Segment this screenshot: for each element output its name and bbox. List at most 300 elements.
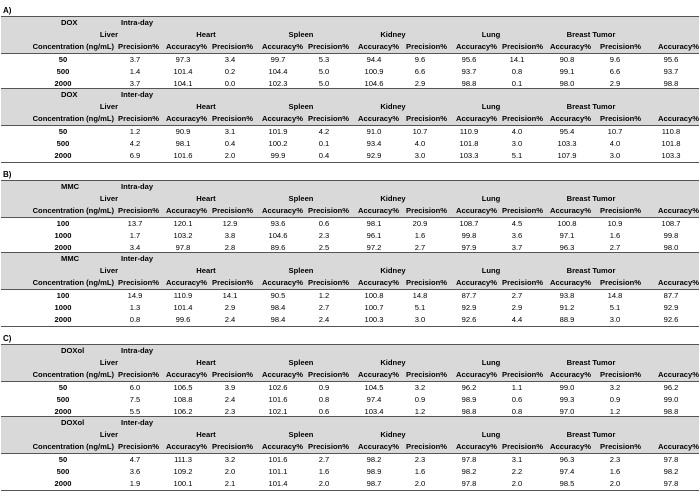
precision-cell: 0.8 — [129, 315, 141, 324]
accuracy-cell: 99.8 — [461, 231, 477, 240]
precision-header: Precision% — [118, 114, 159, 123]
table-row — [1, 314, 699, 327]
precision-cell: 2.4 — [318, 315, 330, 324]
table-row — [1, 138, 699, 150]
precision-cell: 0.1 — [318, 139, 330, 148]
precision-cell: 1.6 — [609, 467, 621, 476]
precision-cell: 4.7 — [129, 455, 141, 464]
table-title-row — [1, 180, 699, 193]
precision-header: Precision% — [212, 442, 253, 451]
organ-header-row — [1, 29, 699, 41]
precision-header: Precision% — [406, 278, 447, 287]
accuracy-cell: 101.8 — [661, 139, 681, 148]
table-title-row — [1, 252, 699, 265]
accuracy-cell: 89.6 — [270, 243, 286, 252]
accuracy-cell: 108.7 — [459, 219, 479, 228]
table-block-intra-day — [1, 180, 699, 255]
precision-cell: 4.4 — [511, 315, 523, 324]
precision-cell: 14.1 — [509, 55, 525, 64]
accuracy-cell: 87.7 — [461, 291, 477, 300]
organ-header: Breast Tumor — [566, 430, 616, 439]
accuracy-header: Accuracy% — [456, 442, 497, 451]
concentration-header: Concentration (ng/mL) — [32, 114, 114, 123]
precision-cell: 7.5 — [129, 395, 141, 404]
organ-header: Spleen — [288, 194, 314, 203]
organ-header: Spleen — [288, 266, 314, 275]
accuracy-header: Accuracy% — [456, 206, 497, 215]
table-block-intra-day — [1, 344, 699, 419]
accuracy-cell: 100.1 — [173, 479, 193, 488]
accuracy-header: Accuracy% — [658, 442, 699, 451]
accuracy-cell: 90.8 — [559, 55, 575, 64]
accuracy-cell: 99.6 — [175, 315, 191, 324]
precision-cell: 2.3 — [609, 455, 621, 464]
precision-cell: 2.7 — [414, 243, 426, 252]
precision-cell: 3.0 — [609, 315, 621, 324]
accuracy-header: Accuracy% — [262, 206, 303, 215]
accuracy-cell: 92.6 — [461, 315, 477, 324]
precision-header: Precision% — [308, 114, 349, 123]
accuracy-cell: 99.8 — [663, 231, 679, 240]
precision-cell: 3.7 — [129, 55, 141, 64]
table-row — [1, 126, 699, 138]
precision-cell: 5.1 — [609, 303, 621, 312]
organ-header: Liver — [99, 194, 119, 203]
precision-cell: 5.0 — [318, 79, 330, 88]
organ-header: Heart — [196, 358, 216, 367]
table-title-row — [1, 16, 699, 29]
precision-cell: 10.7 — [607, 127, 623, 136]
accuracy-cell: 94.4 — [366, 55, 382, 64]
accuracy-cell: 103.3 — [661, 151, 681, 160]
precision-cell: 3.6 — [511, 231, 523, 240]
accuracy-cell: 99.1 — [559, 67, 575, 76]
organ-header: Heart — [196, 30, 216, 39]
precision-cell: 9.6 — [414, 55, 426, 64]
precision-header: Precision% — [502, 42, 543, 51]
precision-header: Precision% — [308, 42, 349, 51]
table-row — [1, 290, 699, 302]
precision-cell: 3.1 — [511, 455, 523, 464]
accuracy-header: Accuracy% — [550, 114, 591, 123]
accuracy-cell: 106.5 — [173, 383, 193, 392]
precision-cell: 1.2 — [129, 127, 141, 136]
accuracy-header: Accuracy% — [658, 206, 699, 215]
accuracy-cell: 98.1 — [175, 139, 191, 148]
accuracy-cell: 98.9 — [461, 395, 477, 404]
accuracy-cell: 97.8 — [461, 455, 477, 464]
precision-cell: 0.9 — [609, 395, 621, 404]
precision-header: Precision% — [406, 206, 447, 215]
accuracy-cell: 92.9 — [461, 303, 477, 312]
accuracy-cell: 93.7 — [663, 67, 679, 76]
column-header-row — [1, 113, 699, 126]
organ-header: Liver — [99, 358, 119, 367]
accuracy-cell: 97.4 — [366, 395, 382, 404]
accuracy-cell: 101.4 — [268, 479, 288, 488]
precision-cell: 5.3 — [318, 55, 330, 64]
concentration-cell: 50 — [58, 55, 68, 64]
precision-header: Precision% — [502, 278, 543, 287]
accuracy-cell: 98.0 — [663, 243, 679, 252]
precision-cell: 2.4 — [224, 315, 236, 324]
precision-cell: 6.9 — [129, 151, 141, 160]
accuracy-cell: 98.8 — [461, 79, 477, 88]
precision-cell: 0.6 — [318, 407, 330, 416]
accuracy-cell: 108.7 — [661, 219, 681, 228]
precision-cell: 1.4 — [129, 67, 141, 76]
precision-cell: 3.2 — [609, 383, 621, 392]
precision-cell: 0.6 — [511, 395, 523, 404]
precision-cell: 2.3 — [318, 231, 330, 240]
accuracy-cell: 101.6 — [173, 151, 193, 160]
organ-header: Lung — [481, 266, 501, 275]
accuracy-cell: 93.4 — [366, 139, 382, 148]
accuracy-cell: 100.8 — [557, 219, 577, 228]
accuracy-cell: 97.8 — [175, 243, 191, 252]
organ-header: Liver — [99, 30, 119, 39]
accuracy-cell: 100.9 — [364, 67, 384, 76]
precision-header: Precision% — [406, 442, 447, 451]
precision-cell: 0.0 — [224, 79, 236, 88]
organ-header: Lung — [481, 102, 501, 111]
concentration-cell: 2000 — [54, 407, 72, 416]
drug-name: MMC — [61, 182, 80, 191]
precision-cell: 2.1 — [224, 479, 236, 488]
precision-cell: 3.4 — [224, 55, 236, 64]
accuracy-header: Accuracy% — [550, 442, 591, 451]
precision-cell: 0.8 — [318, 395, 330, 404]
precision-cell: 1.9 — [129, 479, 141, 488]
accuracy-cell: 101.6 — [268, 455, 288, 464]
precision-header: Precision% — [118, 278, 159, 287]
accuracy-header: Accuracy% — [456, 114, 497, 123]
precision-cell: 2.0 — [224, 151, 236, 160]
organ-header-row — [1, 265, 699, 277]
precision-cell: 14.8 — [412, 291, 428, 300]
precision-cell: 4.0 — [609, 139, 621, 148]
organ-header: Spleen — [288, 430, 314, 439]
organ-header: Kidney — [380, 194, 406, 203]
precision-header: Precision% — [118, 370, 159, 379]
precision-cell: 1.6 — [318, 467, 330, 476]
precision-cell: 1.6 — [414, 231, 426, 240]
accuracy-header: Accuracy% — [658, 114, 699, 123]
precision-header: Precision% — [406, 370, 447, 379]
concentration-cell: 500 — [56, 395, 70, 404]
accuracy-header: Accuracy% — [166, 114, 207, 123]
accuracy-cell: 101.9 — [268, 127, 288, 136]
precision-cell: 2.7 — [318, 455, 330, 464]
precision-cell: 4.5 — [511, 219, 523, 228]
organ-header-row — [1, 357, 699, 369]
precision-cell: 14.9 — [127, 291, 143, 300]
accuracy-cell: 98.8 — [461, 407, 477, 416]
accuracy-header: Accuracy% — [166, 42, 207, 51]
organ-header: Kidney — [380, 266, 406, 275]
accuracy-cell: 100.3 — [364, 315, 384, 324]
precision-cell: 3.0 — [414, 315, 426, 324]
organ-header: Breast Tumor — [566, 102, 616, 111]
accuracy-header: Accuracy% — [456, 42, 497, 51]
accuracy-cell: 110.8 — [661, 127, 681, 136]
precision-cell: 2.4 — [224, 395, 236, 404]
accuracy-header: Accuracy% — [550, 42, 591, 51]
precision-cell: 1.2 — [609, 407, 621, 416]
table-title-row — [1, 88, 699, 101]
accuracy-header: Accuracy% — [358, 442, 399, 451]
accuracy-cell: 92.6 — [663, 315, 679, 324]
accuracy-header: Accuracy% — [358, 42, 399, 51]
precision-cell: 3.2 — [414, 383, 426, 392]
accuracy-cell: 107.9 — [557, 151, 577, 160]
concentration-cell: 1000 — [54, 303, 72, 312]
precision-header: Precision% — [308, 370, 349, 379]
table-row — [1, 382, 699, 394]
organ-header: Heart — [196, 266, 216, 275]
precision-header: Precision% — [212, 114, 253, 123]
organ-header: Kidney — [380, 102, 406, 111]
accuracy-cell: 97.2 — [366, 243, 382, 252]
table-row — [1, 218, 699, 230]
precision-cell: 10.9 — [607, 219, 623, 228]
organ-header: Spleen — [288, 358, 314, 367]
concentration-cell: 2000 — [54, 243, 72, 252]
organ-header: Heart — [196, 102, 216, 111]
precision-cell: 9.6 — [609, 55, 621, 64]
precision-cell: 2.0 — [414, 479, 426, 488]
table-block-inter-day — [1, 252, 699, 327]
precision-header: Precision% — [502, 114, 543, 123]
section-label: C) — [3, 334, 12, 343]
drug-name: MMC — [61, 254, 80, 263]
accuracy-cell: 100.7 — [364, 303, 384, 312]
concentration-header: Concentration (ng/mL) — [32, 278, 114, 287]
organ-header: Lung — [481, 30, 501, 39]
precision-cell: 2.3 — [414, 455, 426, 464]
precision-cell: 6.0 — [129, 383, 141, 392]
precision-cell: 2.7 — [511, 291, 523, 300]
accuracy-header: Accuracy% — [358, 370, 399, 379]
accuracy-cell: 99.7 — [270, 55, 286, 64]
concentration-cell: 1000 — [54, 231, 72, 240]
precision-cell: 1.2 — [414, 407, 426, 416]
precision-header: Precision% — [212, 370, 253, 379]
concentration-cell: 100 — [56, 219, 70, 228]
precision-cell: 4.0 — [414, 139, 426, 148]
drug-name: DOX — [61, 18, 78, 27]
accuracy-cell: 96.3 — [559, 243, 575, 252]
table-row — [1, 394, 699, 406]
precision-cell: 2.9 — [609, 79, 621, 88]
accuracy-cell: 100.2 — [268, 139, 288, 148]
period-label: Inter-day — [121, 90, 154, 99]
precision-cell: 3.8 — [224, 231, 236, 240]
accuracy-cell: 104.6 — [268, 231, 288, 240]
accuracy-cell: 102.3 — [268, 79, 288, 88]
accuracy-header: Accuracy% — [262, 114, 303, 123]
accuracy-header: Accuracy% — [358, 114, 399, 123]
accuracy-cell: 101.6 — [268, 395, 288, 404]
accuracy-cell: 91.2 — [559, 303, 575, 312]
accuracy-cell: 104.6 — [364, 79, 384, 88]
precision-header: Precision% — [118, 206, 159, 215]
accuracy-cell: 95.6 — [663, 55, 679, 64]
accuracy-header: Accuracy% — [262, 42, 303, 51]
accuracy-cell: 110.9 — [173, 291, 193, 300]
precision-cell: 0.4 — [318, 151, 330, 160]
precision-cell: 4.0 — [511, 127, 523, 136]
concentration-cell: 2000 — [54, 151, 72, 160]
organ-header: Liver — [99, 102, 119, 111]
accuracy-cell: 101.4 — [173, 67, 193, 76]
accuracy-cell: 96.3 — [559, 455, 575, 464]
accuracy-header: Accuracy% — [262, 442, 303, 451]
precision-cell: 4.2 — [129, 139, 141, 148]
accuracy-cell: 106.2 — [173, 407, 193, 416]
accuracy-cell: 92.9 — [663, 303, 679, 312]
accuracy-cell: 99.0 — [559, 383, 575, 392]
accuracy-cell: 95.4 — [559, 127, 575, 136]
period-label: Inter-day — [121, 254, 154, 263]
precision-header: Precision% — [600, 42, 641, 51]
accuracy-cell: 93.6 — [270, 219, 286, 228]
organ-header: Liver — [99, 266, 119, 275]
precision-header: Precision% — [308, 442, 349, 451]
accuracy-cell: 96.2 — [461, 383, 477, 392]
accuracy-cell: 99.0 — [663, 395, 679, 404]
accuracy-header: Accuracy% — [550, 206, 591, 215]
accuracy-header: Accuracy% — [166, 206, 207, 215]
accuracy-cell: 110.9 — [459, 127, 479, 136]
precision-header: Precision% — [118, 42, 159, 51]
accuracy-cell: 120.1 — [173, 219, 193, 228]
accuracy-cell: 98.1 — [366, 219, 382, 228]
organ-header: Heart — [196, 194, 216, 203]
precision-cell: 5.0 — [318, 67, 330, 76]
precision-cell: 0.1 — [511, 79, 523, 88]
accuracy-cell: 108.8 — [173, 395, 193, 404]
period-label: Inter-day — [121, 418, 154, 427]
organ-header: Heart — [196, 430, 216, 439]
precision-header: Precision% — [600, 114, 641, 123]
precision-cell: 3.1 — [224, 127, 236, 136]
organ-header: Breast Tumor — [566, 266, 616, 275]
accuracy-cell: 109.2 — [173, 467, 193, 476]
precision-cell: 0.2 — [224, 67, 236, 76]
table-row — [1, 66, 699, 78]
organ-header: Lung — [481, 358, 501, 367]
accuracy-header: Accuracy% — [658, 278, 699, 287]
accuracy-cell: 101.8 — [459, 139, 479, 148]
accuracy-header: Accuracy% — [166, 442, 207, 451]
accuracy-cell: 92.9 — [366, 151, 382, 160]
precision-cell: 3.0 — [414, 151, 426, 160]
accuracy-cell: 99.3 — [559, 395, 575, 404]
period-label: Intra-day — [121, 346, 154, 355]
organ-header: Spleen — [288, 30, 314, 39]
column-header-row — [1, 41, 699, 54]
organ-header: Kidney — [380, 30, 406, 39]
accuracy-cell: 96.2 — [663, 383, 679, 392]
table-row — [1, 478, 699, 491]
accuracy-cell: 87.7 — [663, 291, 679, 300]
concentration-header: Concentration (ng/mL) — [32, 370, 114, 379]
accuracy-cell: 97.1 — [559, 231, 575, 240]
precision-cell: 1.6 — [414, 467, 426, 476]
precision-header: Precision% — [502, 370, 543, 379]
table-title-row — [1, 416, 699, 429]
accuracy-cell: 98.9 — [366, 467, 382, 476]
accuracy-cell: 104.5 — [364, 383, 384, 392]
precision-cell: 2.0 — [224, 467, 236, 476]
drug-name: DOXol — [61, 418, 85, 427]
organ-header: Breast Tumor — [566, 30, 616, 39]
precision-cell: 1.1 — [511, 383, 523, 392]
organ-header: Liver — [99, 430, 119, 439]
accuracy-header: Accuracy% — [166, 278, 207, 287]
organ-header-row — [1, 101, 699, 113]
precision-cell: 0.8 — [511, 67, 523, 76]
column-header-row — [1, 277, 699, 290]
precision-cell: 2.3 — [224, 407, 236, 416]
accuracy-cell: 104.4 — [268, 67, 288, 76]
organ-header-row — [1, 429, 699, 441]
accuracy-cell: 97.9 — [461, 243, 477, 252]
precision-cell: 3.2 — [224, 455, 236, 464]
concentration-cell: 2000 — [54, 479, 72, 488]
precision-cell: 2.9 — [224, 303, 236, 312]
accuracy-header: Accuracy% — [262, 278, 303, 287]
precision-cell: 0.4 — [224, 139, 236, 148]
organ-header: Breast Tumor — [566, 358, 616, 367]
precision-header: Precision% — [600, 442, 641, 451]
concentration-cell: 500 — [56, 467, 70, 476]
precision-cell: 2.2 — [511, 467, 523, 476]
precision-cell: 3.6 — [129, 467, 141, 476]
precision-cell: 20.9 — [412, 219, 428, 228]
precision-header: Precision% — [502, 442, 543, 451]
period-label: Intra-day — [121, 18, 154, 27]
precision-cell: 10.7 — [412, 127, 428, 136]
accuracy-cell: 93.7 — [461, 67, 477, 76]
column-header-row — [1, 441, 699, 454]
accuracy-header: Accuracy% — [456, 370, 497, 379]
table-title-row — [1, 344, 699, 357]
accuracy-cell: 99.9 — [270, 151, 286, 160]
precision-cell: 2.7 — [609, 243, 621, 252]
accuracy-cell: 101.1 — [268, 467, 288, 476]
accuracy-cell: 98.2 — [461, 467, 477, 476]
concentration-header: Concentration (ng/mL) — [32, 442, 114, 451]
precision-header: Precision% — [212, 42, 253, 51]
accuracy-cell: 98.2 — [663, 467, 679, 476]
precision-cell: 0.9 — [414, 395, 426, 404]
table-row — [1, 302, 699, 314]
accuracy-cell: 91.0 — [366, 127, 382, 136]
precision-cell: 2.5 — [318, 243, 330, 252]
accuracy-cell: 97.8 — [461, 479, 477, 488]
accuracy-cell: 97.8 — [663, 455, 679, 464]
precision-cell: 3.0 — [511, 139, 523, 148]
precision-cell: 2.9 — [414, 79, 426, 88]
precision-header: Precision% — [502, 206, 543, 215]
precision-header: Precision% — [308, 278, 349, 287]
accuracy-header: Accuracy% — [550, 370, 591, 379]
organ-header: Breast Tumor — [566, 194, 616, 203]
precision-cell: 3.9 — [224, 383, 236, 392]
precision-cell: 2.7 — [318, 303, 330, 312]
